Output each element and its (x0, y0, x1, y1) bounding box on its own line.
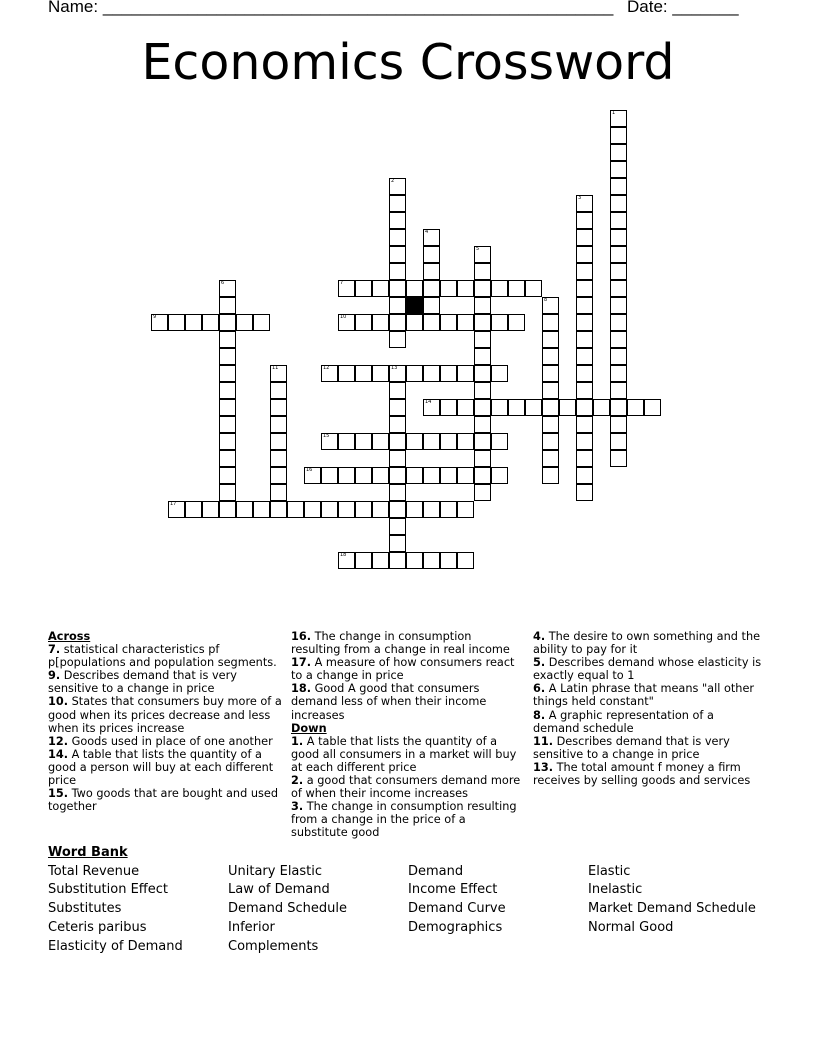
grid-cell[interactable] (525, 399, 542, 416)
grid-cell[interactable] (185, 314, 202, 331)
grid-cell[interactable] (423, 399, 440, 416)
grid-cell[interactable] (474, 399, 491, 416)
grid-cell[interactable] (508, 399, 525, 416)
grid-cell[interactable] (440, 365, 457, 382)
grid-cell[interactable] (355, 433, 372, 450)
clue-number: 9 (153, 314, 157, 320)
grid-cell[interactable] (338, 501, 355, 518)
clue-number: 8 (544, 297, 548, 303)
clue-number: 5 (476, 246, 480, 252)
grid-cell[interactable] (610, 450, 627, 467)
grid-cell[interactable] (355, 314, 372, 331)
grid-cell[interactable] (406, 280, 423, 297)
word-bank-item: Substitution Effect (48, 882, 169, 897)
grid-cell[interactable] (576, 280, 593, 297)
grid-cell[interactable] (202, 314, 219, 331)
clues-column-3 (533, 630, 763, 787)
across-clue: 12. Goods used in place of one another (48, 734, 273, 748)
grid-cell[interactable] (474, 382, 491, 399)
grid-cell[interactable] (576, 365, 593, 382)
grid-cell[interactable] (338, 280, 355, 297)
grid-cell[interactable] (423, 263, 440, 280)
clue-number: 3 (578, 195, 582, 201)
grid-cell[interactable] (457, 280, 474, 297)
grid-cell[interactable] (474, 467, 491, 484)
grid-cell[interactable] (389, 229, 406, 246)
grid-cell[interactable] (491, 433, 508, 450)
grid-cell[interactable] (389, 365, 406, 382)
word-bank-item: Elasticity of Demand (48, 939, 183, 954)
grid-cell[interactable] (423, 280, 440, 297)
clue-number: 11 (272, 365, 279, 371)
clue-number: 7 (340, 280, 344, 286)
grid-cell[interactable] (389, 484, 406, 501)
grid-cell[interactable] (576, 433, 593, 450)
grid-cell[interactable] (491, 467, 508, 484)
word-bank-item: Ceteris paribus (48, 920, 147, 935)
name-label: Name: (48, 0, 99, 16)
grid-cell[interactable] (559, 399, 576, 416)
word-bank-item: Substitutes (48, 901, 122, 916)
grid-cell[interactable] (440, 501, 457, 518)
clue-number: 4 (425, 229, 429, 235)
grid-cell[interactable] (389, 501, 406, 518)
grid-cell[interactable] (253, 314, 270, 331)
clues-column-1 (48, 630, 282, 813)
grid-cell[interactable] (236, 314, 253, 331)
grid-cell[interactable] (423, 467, 440, 484)
grid-cell[interactable] (389, 212, 406, 229)
grid-cell[interactable] (304, 467, 321, 484)
grid-cell[interactable] (576, 399, 593, 416)
grid-cell[interactable] (440, 552, 457, 569)
grid-cell[interactable] (457, 552, 474, 569)
grid-cell[interactable] (457, 433, 474, 450)
grid-cell[interactable] (389, 535, 406, 552)
grid-cell[interactable] (372, 314, 389, 331)
across-clue: 17. A measure of how consumers react to a change in price (291, 656, 515, 683)
grid-cell[interactable] (610, 195, 627, 212)
grid-cell[interactable] (576, 450, 593, 467)
grid-cell[interactable] (270, 365, 287, 382)
grid-cell[interactable] (576, 195, 593, 212)
grid-cell[interactable] (610, 331, 627, 348)
clue-number: 12 (323, 365, 330, 371)
grid-cell[interactable] (389, 195, 406, 212)
grid-cell[interactable] (542, 382, 559, 399)
grid-cell[interactable] (389, 552, 406, 569)
grid-cell[interactable] (576, 246, 593, 263)
grid-cell[interactable] (610, 110, 627, 127)
grid-cell[interactable] (406, 314, 423, 331)
grid-cell[interactable] (389, 450, 406, 467)
grid-cell[interactable] (372, 501, 389, 518)
black-square (406, 297, 423, 314)
grid-cell[interactable] (321, 501, 338, 518)
grid-cell[interactable] (610, 297, 627, 314)
grid-cell[interactable] (474, 484, 491, 501)
grid-cell[interactable] (270, 382, 287, 399)
word-bank-item: Demand Curve (408, 901, 506, 916)
grid-cell[interactable] (406, 501, 423, 518)
grid-cell[interactable] (457, 399, 474, 416)
grid-cell[interactable] (219, 314, 236, 331)
grid-cell[interactable] (389, 518, 406, 535)
down-clue: 6. A Latin phrase that means "all other things held constant" (533, 682, 755, 709)
word-bank-item: Complements (228, 939, 319, 954)
grid-cell[interactable] (440, 280, 457, 297)
grid-cell[interactable] (389, 416, 406, 433)
grid-cell[interactable] (440, 467, 457, 484)
grid-cell[interactable] (338, 552, 355, 569)
grid-cell[interactable] (474, 365, 491, 382)
grid-cell[interactable] (202, 501, 219, 518)
clue-number: 14 (425, 399, 432, 405)
grid-cell[interactable] (610, 416, 627, 433)
across-clue: 10. States that consumers buy more of a good when its prices decrease and less when its prices increase (48, 695, 282, 735)
word-bank-item: Market Demand Schedule (588, 901, 756, 916)
grid-cell[interactable] (610, 382, 627, 399)
grid-cell[interactable] (304, 501, 321, 518)
grid-cell[interactable] (219, 399, 236, 416)
grid-cell[interactable] (474, 450, 491, 467)
grid-cell[interactable] (168, 314, 185, 331)
grid-cell[interactable] (253, 501, 270, 518)
grid-cell[interactable] (576, 212, 593, 229)
grid-cell[interactable] (389, 280, 406, 297)
word-bank-item: Income Effect (408, 882, 498, 897)
grid-cell[interactable] (491, 365, 508, 382)
clue-number: 1 (612, 110, 616, 116)
grid-cell[interactable] (457, 365, 474, 382)
across-clue: 16. The change in consumption resulting from a change in real income (291, 630, 510, 657)
grid-cell[interactable] (576, 263, 593, 280)
grid-cell[interactable] (406, 467, 423, 484)
grid-cell[interactable] (542, 348, 559, 365)
grid-cell[interactable] (219, 416, 236, 433)
grid-cell[interactable] (321, 365, 338, 382)
grid-cell[interactable] (355, 467, 372, 484)
clue-number: 6 (221, 280, 225, 286)
grid-cell[interactable] (610, 229, 627, 246)
grid-cell[interactable] (423, 365, 440, 382)
grid-cell[interactable] (474, 246, 491, 263)
grid-cell[interactable] (338, 365, 355, 382)
clue-number: 13 (391, 365, 398, 371)
down-clue: 8. A graphic representation of a demand schedule (533, 708, 714, 735)
grid-cell[interactable] (423, 229, 440, 246)
grid-cell[interactable] (491, 280, 508, 297)
word-bank-item: Demand (408, 864, 464, 879)
grid-cell[interactable] (389, 314, 406, 331)
grid-cell[interactable] (372, 467, 389, 484)
grid-cell[interactable] (610, 365, 627, 382)
grid-cell[interactable] (610, 212, 627, 229)
word-bank-item: Unitary Elastic (228, 864, 323, 879)
grid-cell[interactable] (423, 297, 440, 314)
down-clue: 4. The desire to own something and the ability to pay for it (533, 630, 761, 657)
grid-cell[interactable] (610, 280, 627, 297)
grid-cell[interactable] (576, 382, 593, 399)
grid-cell[interactable] (542, 314, 559, 331)
grid-cell[interactable] (389, 263, 406, 280)
grid-cell[interactable] (389, 178, 406, 195)
date-label: Date: (627, 0, 668, 16)
grid-cell[interactable] (457, 501, 474, 518)
grid-cell[interactable] (542, 416, 559, 433)
word-bank-item: Normal Good (588, 920, 674, 935)
grid-cell[interactable] (440, 314, 457, 331)
grid-cell[interactable] (542, 450, 559, 467)
grid-cell[interactable] (525, 280, 542, 297)
grid-cell[interactable] (610, 161, 627, 178)
grid-cell[interactable] (389, 297, 406, 314)
word-bank-item: Inferior (228, 920, 275, 935)
grid-cell[interactable] (542, 399, 559, 416)
across-clue: 15. Two goods that are bought and used together (48, 787, 279, 814)
grid-cell[interactable] (440, 433, 457, 450)
down-heading: Down (291, 721, 327, 735)
grid-cell[interactable] (576, 416, 593, 433)
grid-cell[interactable] (423, 314, 440, 331)
grid-cell[interactable] (610, 399, 627, 416)
word-bank-item: Inelastic (588, 882, 643, 897)
grid-cell[interactable] (542, 467, 559, 484)
grid-cell[interactable] (151, 314, 168, 331)
grid-cell[interactable] (270, 484, 287, 501)
grid-cell[interactable] (610, 263, 627, 280)
grid-cell[interactable] (355, 552, 372, 569)
grid-cell[interactable] (372, 365, 389, 382)
word-bank-item: Total Revenue (48, 864, 140, 879)
grid-cell[interactable] (219, 484, 236, 501)
grid-cell[interactable] (508, 280, 525, 297)
grid-cell[interactable] (338, 433, 355, 450)
grid-cell[interactable] (270, 399, 287, 416)
grid-cell[interactable] (355, 280, 372, 297)
clue-number: 17 (170, 501, 177, 507)
grid-cell[interactable] (219, 501, 236, 518)
grid-cell[interactable] (440, 399, 457, 416)
grid-cell[interactable] (423, 501, 440, 518)
grid-cell[interactable] (389, 331, 406, 348)
down-clue: 11. Describes demand that is very sensitive to a change in price (533, 734, 730, 761)
clue-number: 10 (340, 314, 347, 320)
grid-cell[interactable] (219, 365, 236, 382)
grid-cell[interactable] (389, 399, 406, 416)
grid-cell[interactable] (474, 416, 491, 433)
grid-cell[interactable] (389, 382, 406, 399)
grid-cell[interactable] (474, 263, 491, 280)
grid-cell[interactable] (219, 280, 236, 297)
word-bank-item: Elastic (588, 864, 631, 879)
grid-cell[interactable] (219, 348, 236, 365)
grid-cell[interactable] (321, 467, 338, 484)
grid-cell[interactable] (610, 246, 627, 263)
grid-cell[interactable] (491, 399, 508, 416)
grid-cell[interactable] (389, 246, 406, 263)
grid-cell[interactable] (610, 127, 627, 144)
grid-cell[interactable] (474, 348, 491, 365)
grid-cell[interactable] (423, 552, 440, 569)
grid-cell[interactable] (168, 501, 185, 518)
grid-cell[interactable] (389, 433, 406, 450)
grid-cell[interactable] (236, 501, 253, 518)
grid-cell[interactable] (219, 433, 236, 450)
grid-cell[interactable] (576, 297, 593, 314)
grid-cell[interactable] (219, 297, 236, 314)
grid-cell[interactable] (542, 365, 559, 382)
grid-cell[interactable] (610, 144, 627, 161)
across-clue: 18. Good A good that consumers demand less of when their income increases (291, 682, 487, 722)
clue-number: 2 (391, 178, 395, 184)
across-clue: 7. statistical characteristics pf p[populations and population segments. (48, 643, 277, 670)
word-bank-item: Demand Schedule (228, 901, 347, 916)
clue-number: 15 (323, 433, 330, 439)
grid-cell[interactable] (491, 314, 508, 331)
down-clue: 5. Describes demand whose elasticity is exactly equal to 1 (533, 656, 762, 683)
grid-cell[interactable] (338, 467, 355, 484)
grid-cell[interactable] (457, 467, 474, 484)
grid-cell[interactable] (287, 501, 304, 518)
grid-cell[interactable] (219, 382, 236, 399)
word-bank-title: Word Bank (48, 845, 128, 860)
grid-cell[interactable] (338, 314, 355, 331)
grid-cell[interactable] (474, 297, 491, 314)
down-clue: 13. The total amount f money a firm receives by selling goods and services (533, 760, 751, 788)
grid-cell[interactable] (474, 314, 491, 331)
grid-cell[interactable] (423, 433, 440, 450)
grid-cell[interactable] (576, 484, 593, 501)
clues-column-2 (291, 630, 523, 840)
grid-cell[interactable] (576, 348, 593, 365)
grid-cell[interactable] (610, 178, 627, 195)
word-bank-item: Law of Demand (228, 882, 330, 897)
grid-cell[interactable] (219, 331, 236, 348)
grid-cell[interactable] (270, 433, 287, 450)
grid-cell[interactable] (610, 348, 627, 365)
grid-cell[interactable] (406, 552, 423, 569)
grid-cell[interactable] (219, 467, 236, 484)
grid-cell[interactable] (355, 365, 372, 382)
grid-cell[interactable] (508, 314, 525, 331)
grid-cell[interactable] (457, 314, 474, 331)
grid-cell[interactable] (474, 280, 491, 297)
grid-cell[interactable] (406, 433, 423, 450)
grid-cell[interactable] (610, 314, 627, 331)
grid-cell[interactable] (542, 297, 559, 314)
page-title: Economics Crossword (141, 34, 675, 91)
grid-cell[interactable] (270, 450, 287, 467)
grid-cell[interactable] (219, 450, 236, 467)
grid-cell[interactable] (542, 433, 559, 450)
grid-cell[interactable] (576, 314, 593, 331)
grid-cell[interactable] (372, 433, 389, 450)
grid-cell[interactable] (474, 433, 491, 450)
grid-cell[interactable] (372, 552, 389, 569)
grid-cell[interactable] (542, 331, 559, 348)
across-clue: 14. A table that lists the quantity of a good a person will buy at each different price (48, 747, 274, 788)
across-heading: Across (48, 630, 91, 643)
grid-cell[interactable] (185, 501, 202, 518)
grid-cell[interactable] (389, 467, 406, 484)
grid-cell[interactable] (423, 246, 440, 263)
grid-cell[interactable] (627, 399, 644, 416)
grid-cell[interactable] (270, 501, 287, 518)
grid-cell[interactable] (355, 501, 372, 518)
grid-cell[interactable] (644, 399, 661, 416)
clue-number: 18 (340, 552, 347, 558)
grid-cell[interactable] (576, 331, 593, 348)
grid-cell[interactable] (474, 331, 491, 348)
grid-cell[interactable] (576, 467, 593, 484)
down-clue: 1. A table that lists the quantity of a good all consumers in a market will buy at each different price (291, 734, 517, 774)
down-clue: 2. a good that consumers demand more of when their income increases (291, 774, 521, 801)
grid-cell[interactable] (321, 433, 338, 450)
word-bank-item: Demographics (408, 920, 503, 935)
grid-cell[interactable] (576, 229, 593, 246)
grid-cell[interactable] (372, 280, 389, 297)
clue-number: 16 (306, 467, 313, 473)
grid-cell[interactable] (270, 416, 287, 433)
grid-cell[interactable] (406, 365, 423, 382)
grid-cell[interactable] (610, 433, 627, 450)
across-clue: 9. Describes demand that is very sensitive to a change in price (48, 669, 237, 696)
grid-cell[interactable] (270, 467, 287, 484)
name-line: ______________________________________________________ (102, 0, 614, 16)
grid-cell[interactable] (593, 399, 610, 416)
down-clue: 3. The change in consumption resulting from a change in the price of a substitute good (291, 800, 517, 840)
date-line: _______ (672, 0, 739, 16)
